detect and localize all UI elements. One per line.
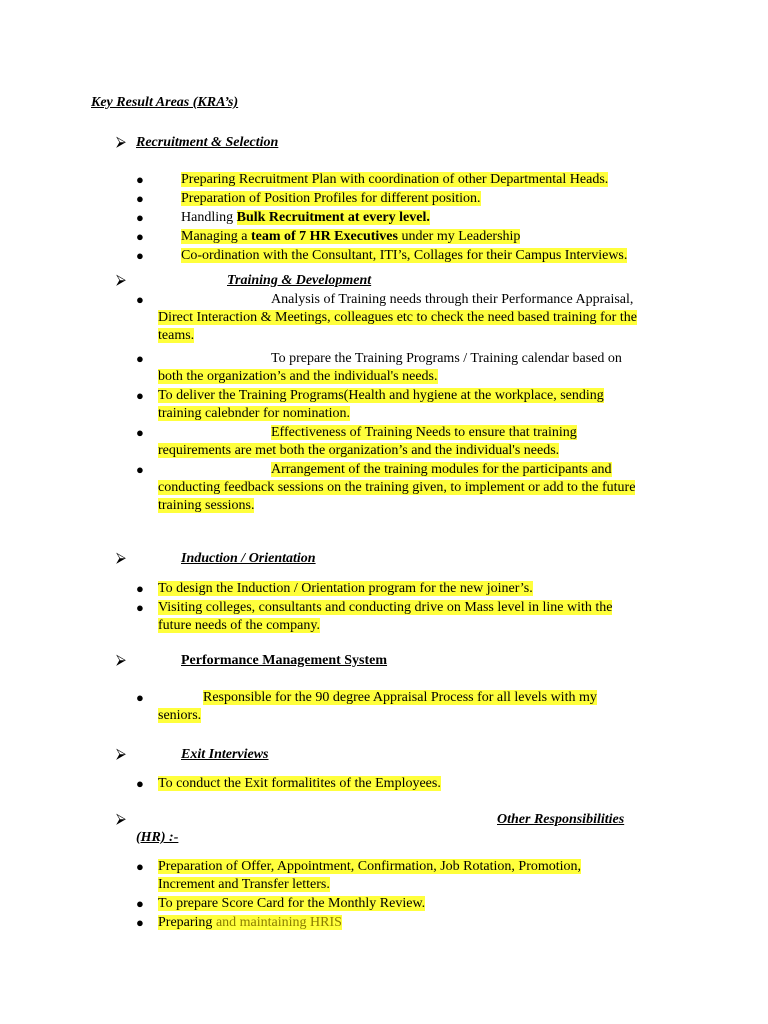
bullet-icon: ● xyxy=(136,425,144,440)
bullet-icon: ● xyxy=(136,776,144,791)
list-item-continued: teams. xyxy=(158,328,195,343)
bullet-icon: ● xyxy=(136,292,144,307)
list-item-continued: future needs of the company. xyxy=(158,618,320,633)
arrow-bullet-icon: ⮚ xyxy=(116,653,126,668)
bullet-icon: ● xyxy=(136,600,144,615)
list-item: Visiting colleges, consultants and conducting drive on Mass level in line with the xyxy=(158,600,613,615)
list-item: Arrangement of the training modules for the participants and xyxy=(271,462,612,477)
page-title: Key Result Areas (KRA’s) xyxy=(91,95,239,110)
list-item: Effectiveness of Training Needs to ensure that training xyxy=(271,425,577,440)
bullet-icon: ● xyxy=(136,690,144,705)
bullet-icon: ● xyxy=(136,351,144,366)
list-item: Preparing Recruitment Plan with coordination of other Departmental Heads. xyxy=(181,172,609,187)
list-item: Managing a team of 7 HR Executives under my Leadership xyxy=(181,229,521,244)
section-heading-other: Other Responsibilities xyxy=(497,812,625,827)
arrow-bullet-icon: ⮚ xyxy=(116,747,126,762)
list-item-continued: training calebnder for nomination. xyxy=(158,406,351,421)
section-heading-recruitment: Recruitment & Selection xyxy=(136,135,279,150)
bullet-icon: ● xyxy=(136,462,144,477)
arrow-bullet-icon: ⮚ xyxy=(116,273,126,288)
list-item-continued: conducting feedback sessions on the training given, to implement or add to the future xyxy=(158,480,636,495)
bullet-icon: ● xyxy=(136,388,144,403)
section-heading-exit: Exit Interviews xyxy=(181,747,269,762)
list-item-continued: requirements are met both the organization’s and the individual's needs. xyxy=(158,443,560,458)
bullet-icon: ● xyxy=(136,248,144,263)
bullet-icon: ● xyxy=(136,915,144,930)
list-item: Preparation of Position Profiles for different position. xyxy=(181,191,481,206)
bullet-icon: ● xyxy=(136,191,144,206)
list-item: To prepare Score Card for the Monthly Review. xyxy=(158,896,426,911)
list-item: To conduct the Exit formalitites of the Employees. xyxy=(158,776,441,791)
list-item: To deliver the Training Programs(Health and hygiene at the workplace, sending xyxy=(158,388,604,403)
bullet-icon: ● xyxy=(136,229,144,244)
list-item-continued: both the organization’s and the individual's needs. xyxy=(158,369,438,384)
list-item: Responsible for the 90 degree Appraisal Process for all levels with my xyxy=(203,690,597,705)
bullet-icon: ● xyxy=(136,172,144,187)
list-item: To design the Induction / Orientation program for the new joiner’s. xyxy=(158,581,533,596)
section-heading-performance: Performance Management System xyxy=(181,653,388,668)
bullet-icon: ● xyxy=(136,859,144,874)
section-heading-training: Training & Development xyxy=(227,273,372,288)
list-item: To prepare the Training Programs / Training calendar based on xyxy=(271,351,622,366)
list-item: Co-ordination with the Consultant, ITI’s, Collages for their Campus Interviews. xyxy=(181,248,628,263)
bullet-icon: ● xyxy=(136,896,144,911)
list-item-continued: training sessions. xyxy=(158,498,255,513)
bullet-icon: ● xyxy=(136,581,144,596)
arrow-bullet-icon: ⮚ xyxy=(116,812,126,827)
section-heading-other-continued: (HR) :- xyxy=(136,830,179,845)
list-item: Preparing and maintaining HRIS xyxy=(158,915,342,930)
list-item-continued: Direct Interaction & Meetings, colleagues etc to check the need based training for the xyxy=(158,310,637,325)
arrow-bullet-icon: ⮚ xyxy=(116,135,126,150)
list-item: Preparation of Offer, Appointment, Confirmation, Job Rotation, Promotion, xyxy=(158,859,582,874)
list-item-continued: Increment and Transfer letters. xyxy=(158,877,330,892)
list-item: Analysis of Training needs through their Performance Appraisal, xyxy=(271,292,634,307)
list-item-continued: seniors. xyxy=(158,708,202,723)
list-item: Handling Bulk Recruitment at every level. xyxy=(181,210,430,225)
section-heading-induction: Induction / Orientation xyxy=(181,551,316,566)
arrow-bullet-icon: ⮚ xyxy=(116,551,126,566)
bullet-icon: ● xyxy=(136,210,144,225)
